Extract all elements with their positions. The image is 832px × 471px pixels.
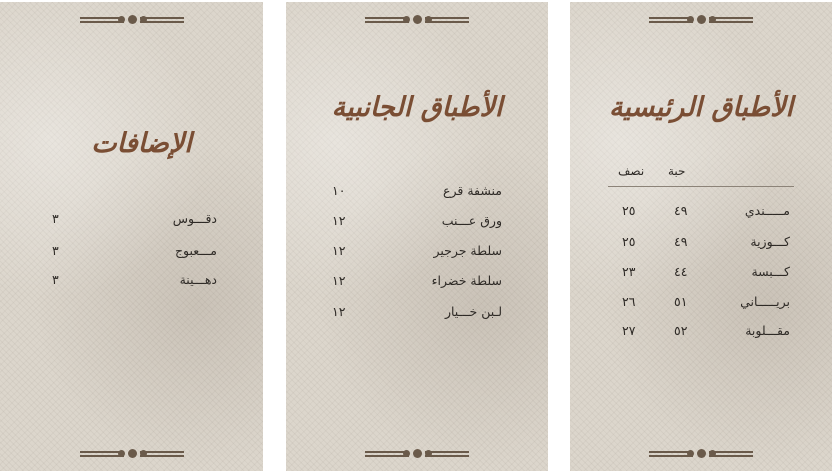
top-ornament <box>80 14 184 26</box>
item-price-half: ٢٥ <box>622 234 636 249</box>
item-price-half: ٢٧ <box>622 323 636 338</box>
item-name: دهـــينة <box>179 272 217 287</box>
header-divider <box>608 186 794 187</box>
item-price-half: ٢٦ <box>622 294 636 309</box>
bottom-ornament <box>365 448 469 460</box>
item-price-whole: ٥٢ <box>674 323 688 338</box>
item-name: منشفة قرع <box>443 183 502 198</box>
item-name: سلطة خضراء <box>431 273 502 288</box>
item-name: مـــــندي <box>744 203 790 218</box>
menu-page-main-dishes <box>570 2 832 471</box>
item-price: ١٢ <box>332 213 346 228</box>
item-price: ١٢ <box>332 243 346 258</box>
item-name: مـــعبوج <box>174 243 217 258</box>
item-price-whole: ٤٩ <box>674 203 688 218</box>
item-name: دقـــوس <box>172 211 217 226</box>
item-name: مقـــلوبة <box>745 323 790 338</box>
item-price-whole: ٥١ <box>674 294 688 309</box>
item-price: ١٢ <box>332 273 346 288</box>
bottom-ornament <box>80 448 184 460</box>
item-name: بريـــــاني <box>740 294 790 309</box>
top-ornament <box>649 14 753 26</box>
item-price: ١٠ <box>332 183 346 198</box>
section-title: الأطباق الجانبية <box>331 92 503 123</box>
menu-page-addons <box>0 2 263 471</box>
section-title: الأطباق الرئيسية <box>608 92 794 123</box>
item-price-whole: ٤٤ <box>674 264 688 279</box>
section-title: الإضافات <box>91 128 192 159</box>
bottom-ornament <box>649 448 753 460</box>
item-price-whole: ٤٩ <box>674 234 688 249</box>
item-price: ٣ <box>52 211 59 226</box>
item-price-half: ٢٣ <box>622 264 636 279</box>
item-name: ورق عـــنب <box>441 213 502 228</box>
item-name: كـــوزية <box>750 234 790 249</box>
item-price: ٣ <box>52 272 59 287</box>
item-price: ٣ <box>52 243 59 258</box>
menu-page-side-dishes <box>286 2 548 471</box>
column-header-whole: حبة <box>668 164 686 178</box>
column-header-half: نصف <box>618 164 645 178</box>
item-name: سلطة جرجير <box>433 243 502 258</box>
top-ornament <box>365 14 469 26</box>
item-price-half: ٢٥ <box>622 203 636 218</box>
item-name: لـبن خـــيار <box>444 304 502 319</box>
item-price: ١٢ <box>332 304 346 319</box>
item-name: كـــبسة <box>751 264 790 279</box>
